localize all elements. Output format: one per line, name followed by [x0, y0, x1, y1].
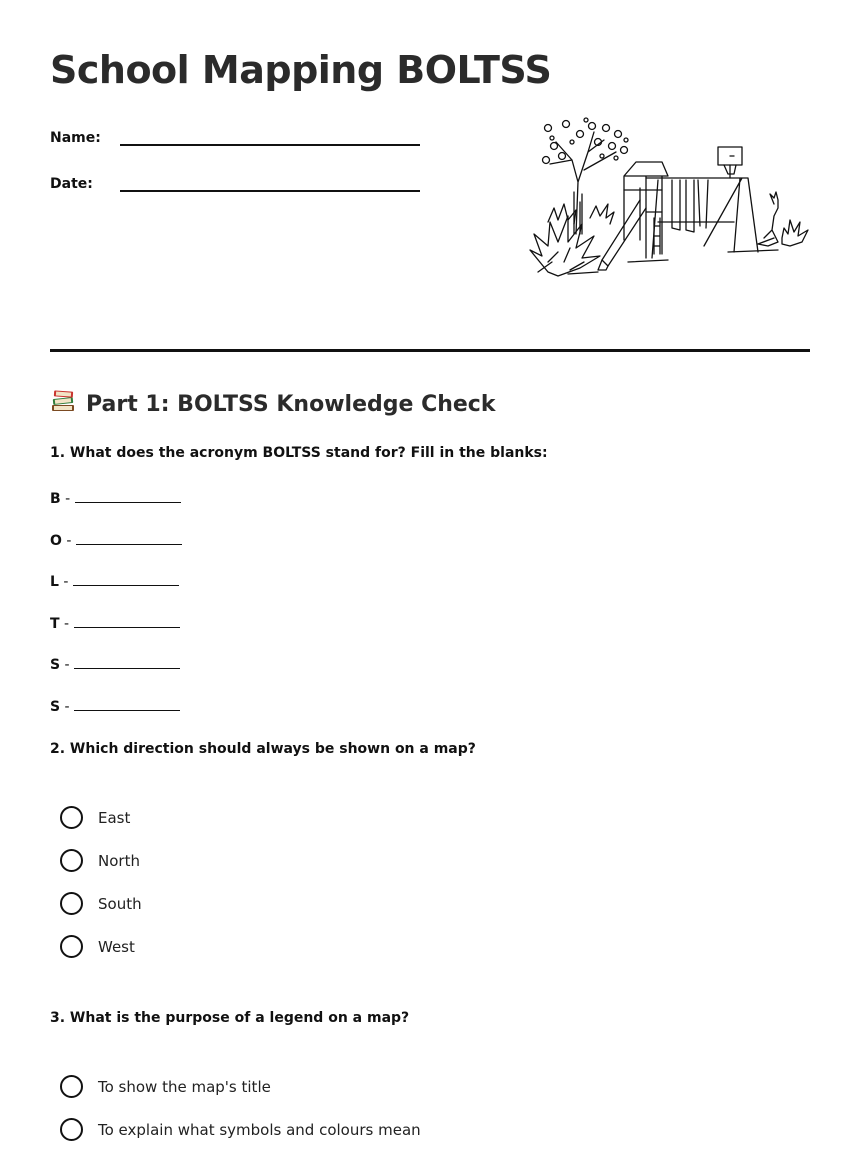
blank-s2 [50, 696, 180, 715]
blank-o [50, 530, 182, 549]
blank-b [50, 488, 181, 507]
blank-answer-line[interactable] [73, 571, 179, 586]
blank-letter: S [50, 699, 61, 715]
date-label: Date: [50, 176, 93, 192]
blank-separator: - [66, 533, 72, 549]
blank-separator: - [64, 616, 70, 632]
option-west[interactable] [60, 935, 135, 958]
blank-separator: - [65, 491, 71, 507]
playground-illustration [528, 112, 813, 292]
radio-button[interactable] [60, 849, 83, 872]
blank-answer-line[interactable] [74, 654, 180, 669]
option-label: To show the map's title [98, 1077, 271, 1096]
page-title: School Mapping BOLTSS [50, 48, 552, 92]
date-field-row [50, 170, 420, 192]
option-east[interactable] [60, 806, 130, 829]
question-1: 1. What does the acronym BOLTSS stand for? Fill in the blanks: [50, 445, 548, 461]
part1-heading [50, 388, 495, 420]
blank-letter: O [50, 533, 62, 549]
option-label: To explain what symbols and colours mean [98, 1120, 421, 1139]
blank-answer-line[interactable] [76, 530, 182, 545]
question-2: 2. Which direction should always be shown on a map? [50, 741, 476, 757]
part1-heading-text: Part 1: BOLTSS Knowledge Check [86, 391, 496, 417]
option-south[interactable] [60, 892, 142, 915]
option-label: West [98, 937, 135, 956]
blank-answer-line[interactable] [74, 696, 180, 711]
radio-button[interactable] [60, 892, 83, 915]
radio-button[interactable] [60, 1075, 83, 1098]
blank-l [50, 571, 179, 590]
option-label: South [98, 894, 142, 913]
date-field[interactable] [120, 170, 420, 192]
blank-letter: S [50, 657, 61, 673]
blank-letter: T [50, 616, 60, 632]
section-divider [50, 349, 810, 352]
radio-button[interactable] [60, 806, 83, 829]
option-map-title[interactable] [60, 1075, 271, 1098]
question-3: 3. What is the purpose of a legend on a map? [50, 1010, 410, 1026]
name-field-row [50, 124, 420, 146]
name-label: Name: [50, 130, 101, 146]
option-label: East [98, 808, 131, 827]
blank-separator: - [64, 657, 70, 673]
option-north[interactable] [60, 849, 140, 872]
blank-answer-line[interactable] [75, 488, 181, 503]
name-field[interactable] [120, 124, 420, 146]
blank-t [50, 613, 180, 632]
option-label: North [98, 851, 140, 870]
blank-letter: L [50, 574, 59, 590]
option-explain-symbols[interactable] [60, 1118, 421, 1141]
radio-button[interactable] [60, 935, 83, 958]
blank-separator: - [64, 699, 70, 715]
radio-button[interactable] [60, 1118, 83, 1141]
books-icon [50, 388, 76, 420]
blank-letter: B [50, 491, 61, 507]
blank-separator: - [63, 574, 69, 590]
blank-s1 [50, 654, 180, 673]
blank-answer-line[interactable] [74, 613, 180, 628]
